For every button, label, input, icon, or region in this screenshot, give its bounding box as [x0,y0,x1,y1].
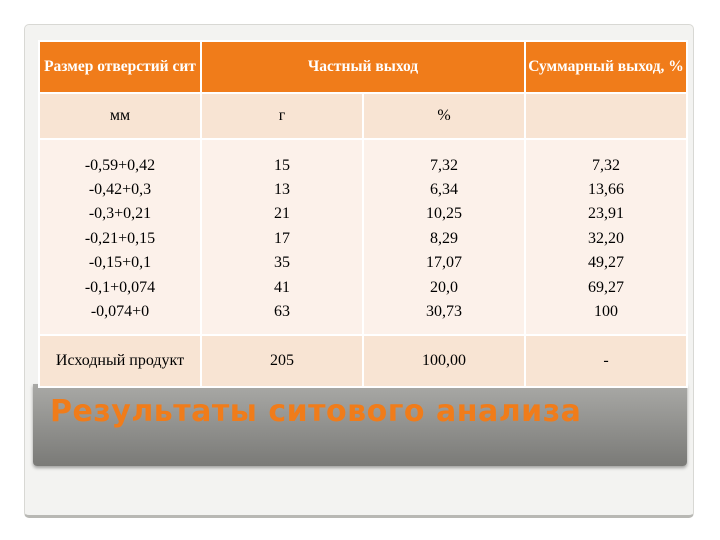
percent-value: 7,32 [430,156,458,174]
size-value: -0,42+0,3 [88,180,152,198]
grams-value: 63 [274,303,290,321]
table-header-row [39,41,687,93]
header-sieve-size: Размер отверстий сит [39,41,201,93]
cumulative-value: 7,32 [592,156,621,174]
size-value: -0,074+0 [90,303,150,321]
percent-value: 10,25 [426,205,462,223]
cumulative-value: 32,20 [588,229,625,247]
size-value: -0,15+0,1 [88,254,152,272]
size-value: -0,1+0,074 [84,278,156,296]
percent-value: 30,73 [426,303,462,321]
grams-value: 35 [274,254,290,272]
grams-value: 41 [274,278,290,296]
cumulative-value: 49,27 [588,254,625,272]
grams-value: 21 [274,205,290,223]
unit-cumulative [525,93,687,139]
size-value: -0,59+0,42 [84,156,156,174]
sizes-cell [39,139,201,335]
percent-value: 6,34 [430,180,458,198]
cumulative-value: 100 [594,303,619,321]
table-units-row [39,93,687,139]
grams-value: 13 [274,180,290,198]
table-data-row [39,139,687,335]
cumulative-value: 69,27 [588,278,625,296]
percent-value: 17,07 [426,254,462,272]
cumulative-value: 23,91 [588,205,625,223]
cumulative-cell [525,139,687,335]
sieve-analysis-table [38,40,688,388]
header-partial-yield: Частный выход [201,41,525,93]
percent-value: 20,0 [430,278,458,296]
percent-value: 8,29 [430,229,458,247]
unit-mm: мм [39,93,201,139]
grams-cell [201,139,363,335]
header-cumulative-yield: Суммарный выход, % [525,41,687,93]
percent-cell [363,139,525,335]
unit-percent: % [363,93,525,139]
table-total-row [39,335,687,387]
grams-value: 17 [274,229,290,247]
total-percent: 100,00 [363,335,525,387]
total-cumulative: - [525,335,687,387]
cumulative-value: 13,66 [588,180,625,198]
total-grams: 205 [201,335,363,387]
slide-title: Результаты ситового анализа [50,394,582,429]
size-value: -0,21+0,15 [84,229,156,247]
total-label: Исходный продукт [39,335,201,387]
size-value: -0,3+0,21 [88,205,152,223]
unit-grams: г [201,93,363,139]
grams-value: 15 [274,156,290,174]
